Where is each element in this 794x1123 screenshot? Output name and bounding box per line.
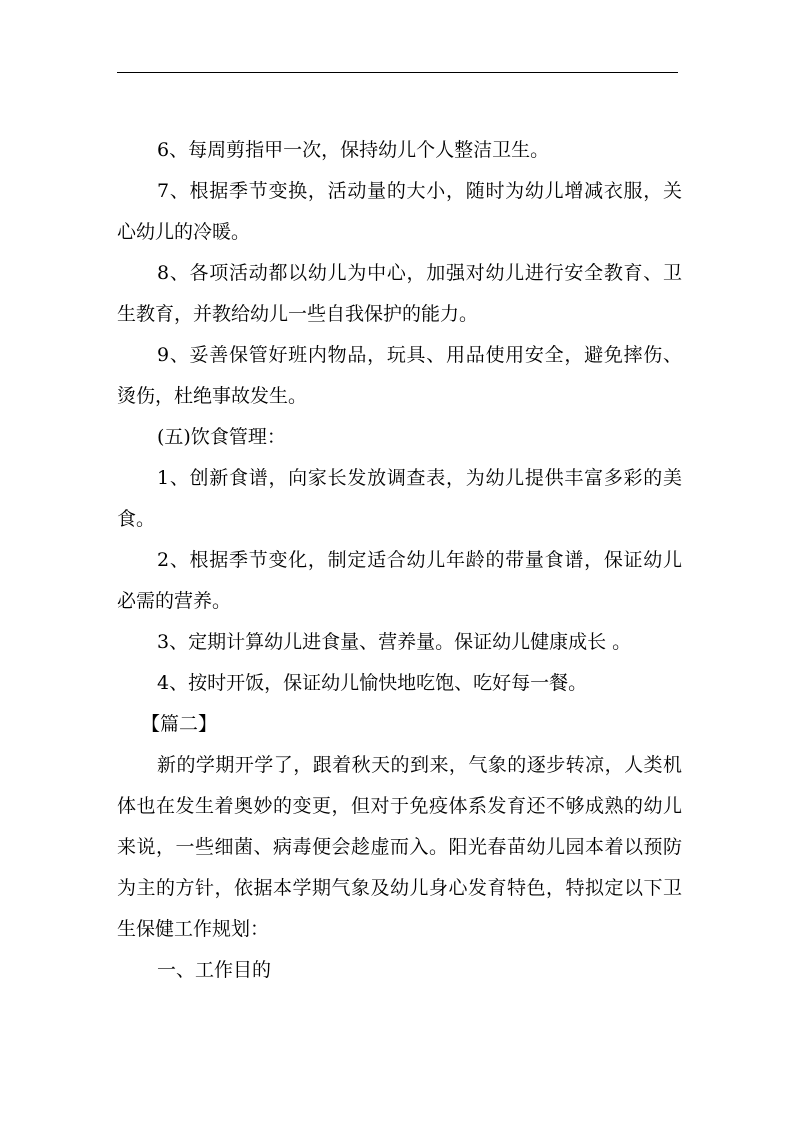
header-rule bbox=[117, 72, 678, 73]
diet-item-4: 4、按时开饭，保证幼儿愉快地吃饱、吃好每一餐。 bbox=[157, 672, 588, 694]
section-heading-diet: (五)饮食管理： bbox=[157, 426, 286, 448]
part-two-title: 【篇二】 bbox=[141, 713, 218, 735]
paragraph-item-6: 6、每周剪指甲一次，保持幼儿个人整洁卫生。 bbox=[157, 139, 550, 161]
paragraph-item-8: 8、各项活动都以幼儿为中心，加强对幼儿进行安全教育、卫生教育，并教给幼儿一些自我保护的能力。 bbox=[117, 262, 682, 325]
intro-paragraph: 新的学期开学了，跟着秋天的到来，气象的逐步转凉，人类机体也在发生着奥妙的变更，但对于免疫体系发育还不够成熟的幼儿来说，一些细菌、病毒便会趁虚而入。阳光春苗幼儿园本着以预防为主的方针，依据本学期气象及幼儿身心发育特色，特拟定以下卫生保健工作规划： bbox=[117, 754, 682, 940]
diet-item-3: 3、定期计算幼儿进食量、营养量。保证幼儿健康成长 。 bbox=[157, 631, 632, 653]
diet-item-1: 1、创新食谱，向家长发放调查表，为幼儿提供丰富多彩的美食。 bbox=[117, 467, 682, 530]
paragraph-item-7: 7、根据季节变换，活动量的大小，随时为幼儿增减衣服，关心幼儿的冷暖。 bbox=[117, 180, 682, 243]
paragraph-item-9: 9、妥善保管好班内物品，玩具、用品使用安全，避免摔伤、烫伤，杜绝事故发生。 bbox=[117, 344, 682, 407]
diet-item-2: 2、根据季节变化，制定适合幼儿年龄的带量食谱，保证幼儿必需的营养。 bbox=[117, 549, 682, 612]
section-heading-work-goal: 一、工作目的 bbox=[157, 959, 272, 981]
document-body bbox=[117, 130, 682, 991]
